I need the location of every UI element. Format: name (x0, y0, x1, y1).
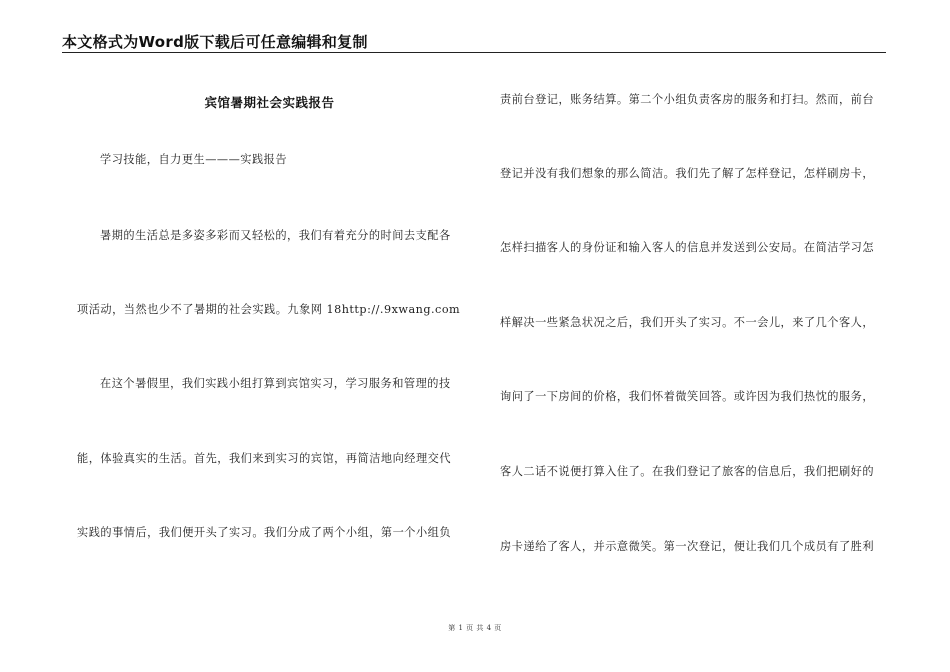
paragraph-line: 学习技能，自力更生———实践报告 (100, 153, 288, 166)
paragraph-line: 登记并没有我们想象的那么简洁。我们先了解了怎样登记，怎样刷房卡， (500, 167, 875, 180)
right-column (500, 0, 885, 672)
paragraph-line: 房卡递给了客人，并示意微笑。第一次登记，便让我们几个成员有了胜利 (500, 540, 875, 553)
paragraph-line: 暑期的生活总是多姿多彩而又轻松的，我们有着充分的时间去支配各 (100, 229, 451, 242)
paragraph-line: 样解决一些紧急状况之后，我们开头了实习。不一会儿，来了几个客人， (500, 316, 875, 329)
paragraph-line: 实践的事情后，我们便开头了实习。我们分成了两个小组，第一个小组负 (77, 526, 452, 539)
paragraph-line: 询问了一下房间的价格，我们怀着微笑回答。或许因为我们热忱的服务， (500, 390, 875, 403)
paragraph-line: 客人二话不说便打算入住了。在我们登记了旅客的信息后，我们把刷好的 (500, 465, 875, 478)
paragraph-line: 怎样扫描客人的身份证和输入客人的信息并发送到公安局。在简洁学习怎 (500, 241, 875, 254)
page-number: 第 1 页 共 4 页 (448, 624, 502, 632)
paragraph-line: 能，体验真实的生活。首先，我们来到实习的宾馆，再简洁地向经理交代 (77, 452, 452, 465)
left-column (77, 0, 462, 672)
document-title: 宾馆暑期社会实践报告 (204, 95, 335, 110)
document-banner: 本文格式为Word版下载后可任意编辑和复制 (62, 33, 368, 51)
paragraph-line: 项活动，当然也少不了暑期的社会实践。九象网 18http://.9xwang.com (77, 303, 461, 316)
paragraph-line: 责前台登记，账务结算。第二个小组负责客房的服务和打扫。然而，前台 (500, 93, 875, 106)
paragraph-line: 在这个暑假里，我们实践小组打算到宾馆实习，学习服务和管理的技 (100, 377, 451, 390)
